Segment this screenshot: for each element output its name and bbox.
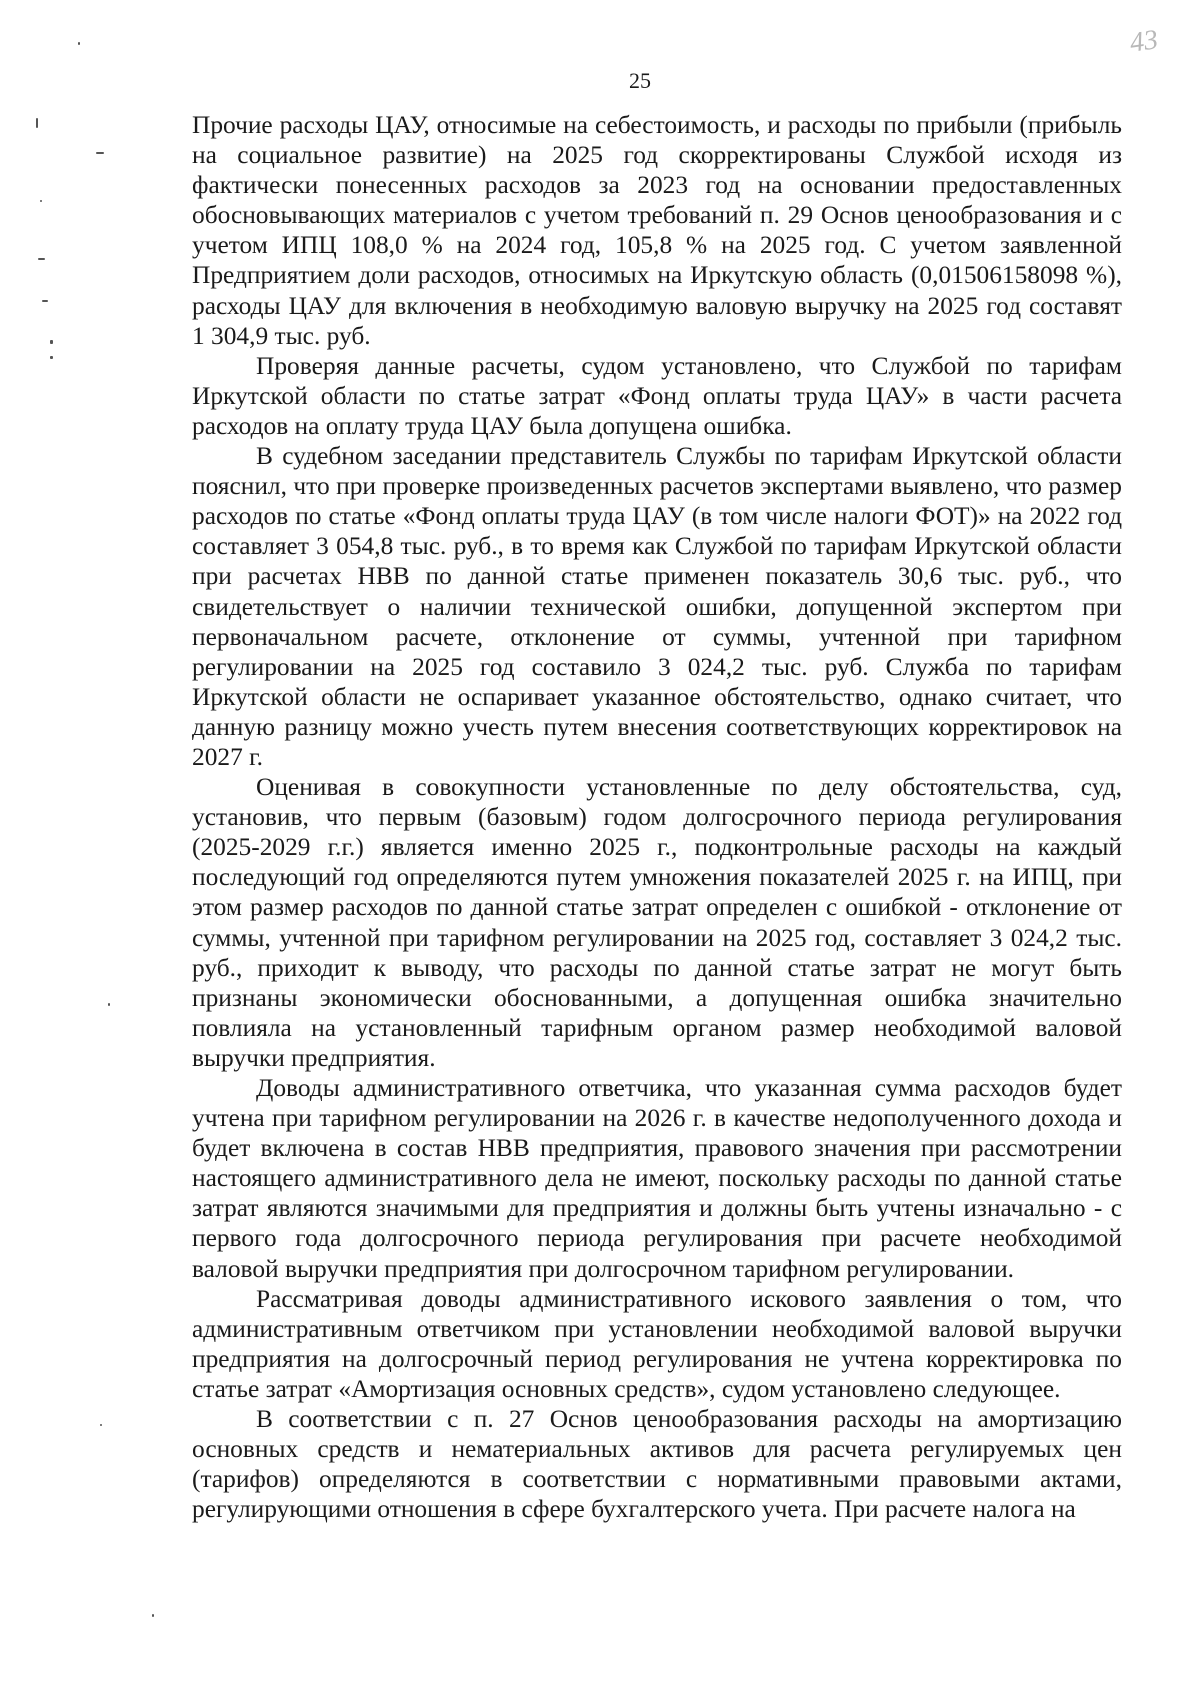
paragraph-depreciation-rules: В соответствии с п. 27 Основ ценообразования расходы на амортизацию основных средств и нематериальных активов для расчета регулируемых цен (тарифов) определяются в соответствии с нормативными правовыми актами, регулирующими отношения в сфере бухгалтерского учета. При расчете налога на — [192, 1405, 1122, 1524]
scan-artifact — [96, 152, 104, 154]
handwritten-page-mark: 43 — [1127, 24, 1160, 59]
paragraph-court-hearing: В судебном заседании представитель Службы по тарифам Иркутской области пояснил, что при проверке произведенных расчетов экспертами выявлено, что размер расходов по статье «Фонд оплаты труда ЦАУ (в том числе налоги ФОТ)» на 2022 год составляет 3 054,8 тыс. руб., в то время как Службой по тарифам Иркутской области при расчетах НВВ по данной статье применен показатель 30,6 тыс. руб., что свидетельствует о наличии технической ошибки, допущенной экспертом при первоначальном расчете, отклонение от суммы, учтенной при тарифном регулировании на 2025 год составило 3 024,2 тыс. руб. Служба по тарифам Иркутской области не оспаривает указанное обстоятельство, однако считает, что данную разницу можно учесть путем внесения соответствующих корректировок на 2027 г. — [192, 442, 1122, 771]
paragraph-claim-arguments: Рассматривая доводы административного искового заявления о том, что административным ответчиком при установлении необходимой валовой выручки предприятия на долгосрочный период регулирования не учтена корректировка по статье затрат «Амортизация основных средств», судом установлено следующее. — [192, 1284, 1122, 1403]
scan-artifact — [152, 1614, 154, 1617]
paragraph-other-expenses: Прочие расходы ЦАУ, относимые на себестоимость, и расходы по прибыли (прибыль на социальное развитие) на 2025 год скорректированы Службой исходя из фактически понесенных расходов за 2023 год на основании предоставленных обосновывающих материалов с учетом требований п. 29 Основ ценообразования и с учетом ИПЦ 108,0 % на 2024 год, 105,8 % на 2025 год. С учетом заявленной Предприятием доли расходов, относимых на Иркутскую область (0,01506158098 %), расходы ЦАУ для включения в необходимую валовую выручку на 2025 год составят 1 304,9 тыс. руб. — [192, 111, 1122, 350]
scan-artifact — [50, 356, 53, 359]
document-body — [192, 110, 1122, 1524]
paragraph-calculation-check: Проверяя данные расчеты, судом установлено, что Службой по тарифам Иркутской области по статье затрат «Фонд оплаты труда ЦАУ» в части расчета расходов на оплату труда ЦАУ была допущена ошибка. — [192, 351, 1122, 440]
scan-artifact — [78, 42, 80, 45]
scan-artifact — [36, 118, 38, 128]
scan-artifact — [50, 340, 53, 344]
paragraph-court-assessment: Оценивая в совокупности установленные по делу обстоятельства, суд, установив, что первым (базовым) годом долгосрочного периода регулирования (2025-2029 г.г.) является именно 2025 г., подконтрольные расходы на каждый последующий год определяются путем умножения показателей 2025 г. на ИПЦ, при этом размер расходов по данной статье затрат определен с ошибкой - отклонение от суммы, учтенной при тарифном регулировании на 2025 год, составляет 3 024,2 тыс. руб., приходит к выводу, что расходы по данной статье затрат не могут быть признаны экономически обоснованными, а допущенная ошибка значительно повлияла на установленный тарифным органом размер необходимой валовой выручки предприятия. — [192, 773, 1122, 1072]
paragraph-defendant-arguments: Доводы административного ответчика, что указанная сумма расходов будет учтена при тарифном регулировании на 2026 г. в качестве недополученного дохода и будет включена в состав НВВ предприятия, правового значения при рассмотрении настоящего административного дела не имеют, поскольку расходы по данной статье затрат являются значимыми для предприятия и должны быть учтены изначально - с первого года долгосрочного периода регулирования при расчете необходимой валовой выручки предприятия при долгосрочном тарифном регулировании. — [192, 1074, 1122, 1283]
scan-artifact — [108, 1003, 110, 1006]
scan-artifact — [38, 258, 45, 260]
page-number: 25 — [629, 68, 651, 93]
scan-artifact — [40, 200, 42, 202]
scan-artifact — [100, 1424, 102, 1426]
scan-artifact — [42, 300, 48, 302]
